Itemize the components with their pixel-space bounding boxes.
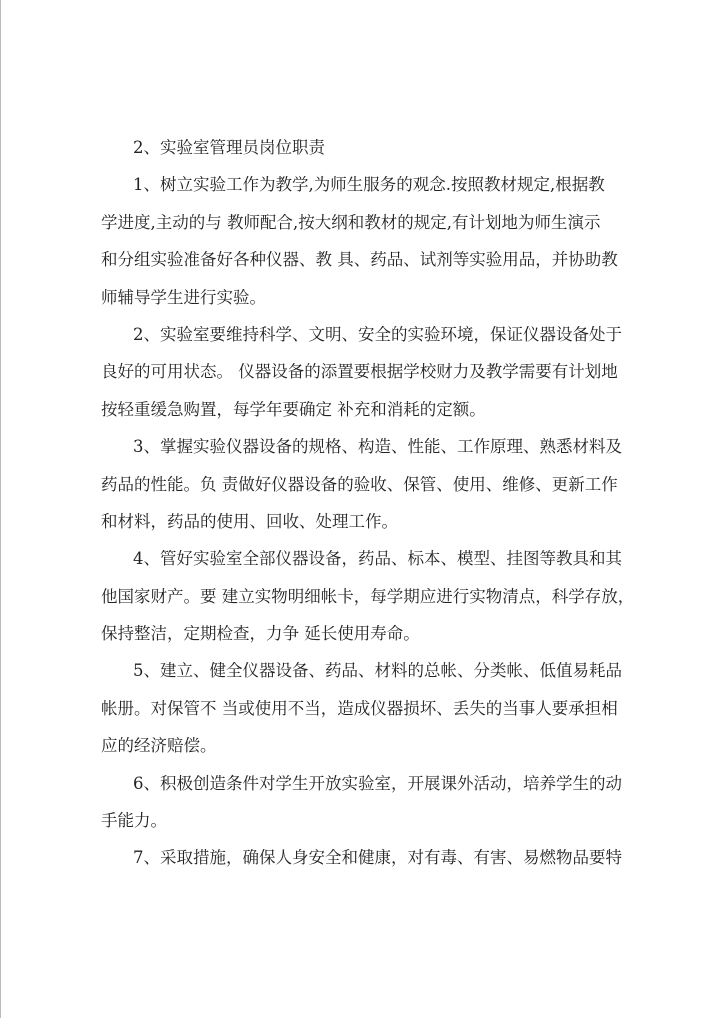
paragraph-line: 3、掌握实验仪器设备的规格、构造、性能、工作原理、熟悉材料及 bbox=[133, 437, 622, 457]
paragraph-line: 和材料，药品的使用、回收、处理工作。 bbox=[101, 511, 398, 531]
paragraph-list bbox=[101, 173, 635, 883]
paragraph-line: 按轻重缓急购置，每学年要确定 补充和消耗的定额。 bbox=[101, 399, 486, 419]
paragraph-2 bbox=[101, 323, 622, 435]
paragraph-line: 师辅导学生进行实验。 bbox=[101, 287, 266, 307]
paragraph-line: 1、树立实验工作为教学,为师生服务的观念.按照教材规定,根据教 bbox=[133, 175, 605, 195]
paragraph-7 bbox=[101, 846, 622, 883]
paragraph-6 bbox=[101, 772, 622, 847]
paragraph-5 bbox=[101, 659, 622, 771]
paragraph-1 bbox=[101, 173, 618, 323]
paragraph-line: 应的经济赔偿。 bbox=[101, 736, 217, 756]
document-body bbox=[101, 136, 635, 884]
paragraph-line: 药品的性能。负 责做好仪器设备的验收、保管、使用、维修、更新工作 bbox=[101, 474, 618, 494]
paragraph-line: 4、管好实验室全部仪器设备，药品、标本、模型、挂图等教具和其 bbox=[133, 549, 622, 569]
paragraph-4 bbox=[101, 547, 635, 659]
paragraph-line: 7、采取措施，确保人身安全和健康，对有毒、有害、易燃物品要特 bbox=[133, 848, 622, 868]
paragraph-line: 和分组实验准备好各种仪器、教 具、药品、试剂等实验用品，并协助教 bbox=[101, 250, 618, 270]
paragraph-line: 手能力。 bbox=[101, 811, 167, 831]
paragraph-line: 学进度,主动的与 教师配合,按大纲和教材的规定,有计划地为师生演示 bbox=[101, 212, 601, 232]
paragraph-line: 6、积极创造条件对学生开放实验室，开展课外活动，培养学生的动 bbox=[133, 773, 622, 793]
paragraph-line: 保持整洁，定期检查，力争 延长使用寿命。 bbox=[101, 624, 420, 644]
paragraph-line: 他国家财产。要 建立实物明细帐卡，每学期应进行实物清点，科学存放， bbox=[101, 586, 635, 606]
section-heading: 2、实验室管理员岗位职责 bbox=[133, 138, 325, 157]
paragraph-line: 帐册。对保管不 当或使用不当，造成仪器损坏、丢失的当事人要承担相 bbox=[101, 698, 618, 718]
paragraph-line: 2、实验室要维持科学、文明、安全的实验环境，保证仪器设备处于 bbox=[133, 324, 622, 344]
paragraph-line: 5、建立、健全仪器设备、药品、材料的总帐、分类帐、低值易耗品 bbox=[133, 661, 622, 681]
paragraph-line: 良好的可用状态。 仪器设备的添置要根据学校财力及教学需要有计划地 bbox=[101, 362, 618, 382]
paragraph-3 bbox=[101, 435, 622, 547]
